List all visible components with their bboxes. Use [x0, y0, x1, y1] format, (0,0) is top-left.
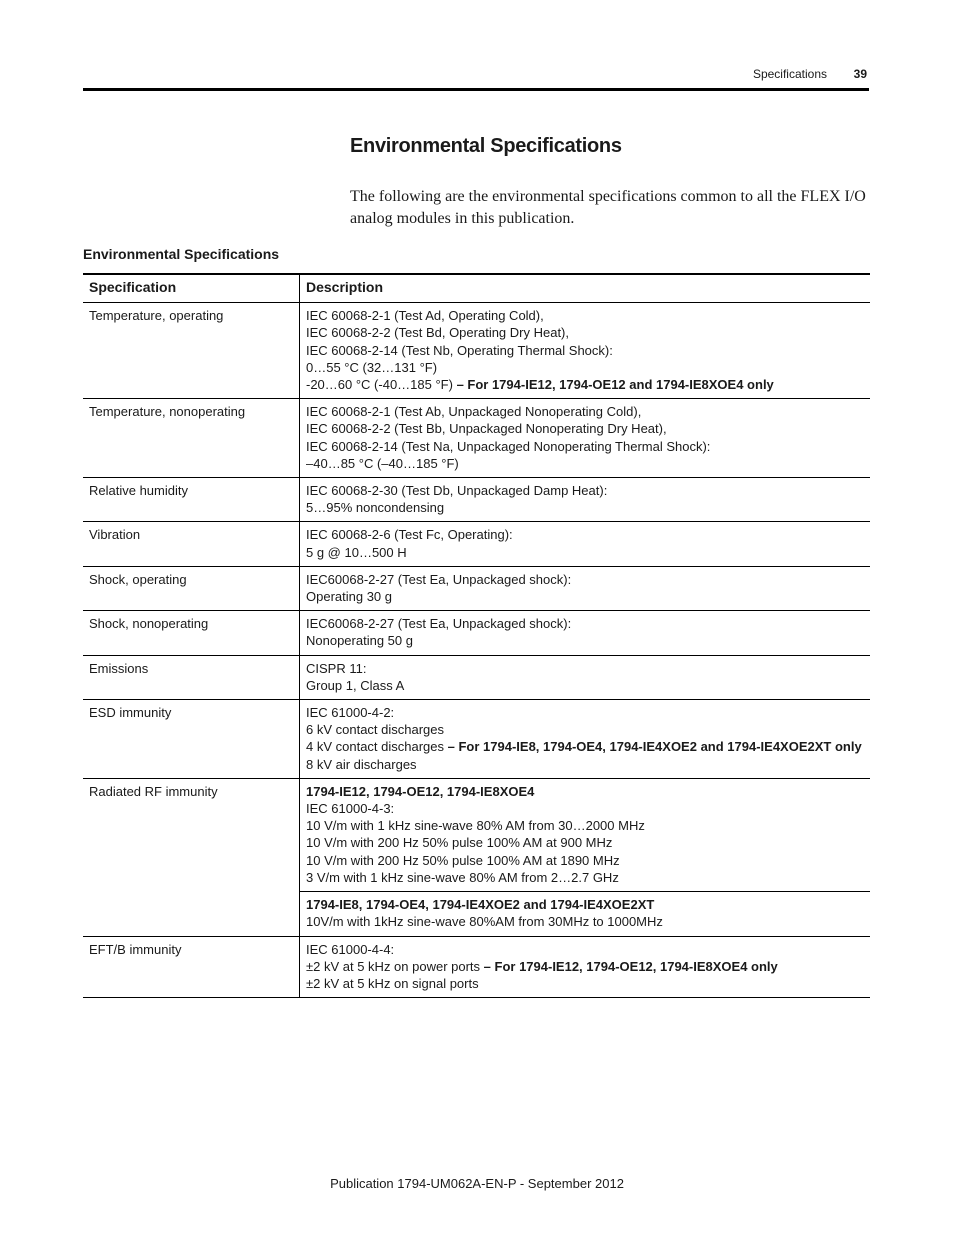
- spec-description-cell: [300, 399, 871, 478]
- description-line: [306, 455, 864, 472]
- intro-paragraph: The following are the environmental specifications common to all the FLEX I/O analog modules in this publication.: [350, 188, 866, 227]
- description-text: 10 V/m with 200 Hz 50% pulse 100% AM at 900 MHz: [306, 835, 613, 851]
- description-line: [306, 896, 864, 913]
- description-line: [306, 588, 864, 605]
- table-row: [83, 611, 870, 655]
- description-note-bold: – For 1794-IE8, 1794-OE4, 1794-IE4XOE2 and 1794-IE4XOE2XT only: [447, 739, 862, 755]
- description-line: [306, 307, 864, 324]
- description-text: IEC 60068-2-1 (Test Ad, Operating Cold),: [306, 308, 544, 324]
- description-text: IEC 61000-4-3:: [306, 801, 395, 817]
- description-text: IEC 60068-2-6 (Test Fc, Operating):: [306, 527, 513, 543]
- description-text: IEC 60068-2-14 (Test Na, Unpackaged Nonoperating Thermal Shock):: [306, 438, 711, 454]
- description-line: [306, 632, 864, 649]
- description-note-bold: 1794-IE12, 1794-OE12, 1794-IE8XOE4: [306, 783, 535, 799]
- description-text: CISPR 11:: [306, 660, 367, 676]
- spec-name-cell: Temperature, nonoperating: [83, 399, 300, 478]
- spec-name-cell: EFT/B immunity: [83, 936, 300, 998]
- description-text: IEC 60068-2-2 (Test Bd, Operating Dry Heat),: [306, 325, 570, 341]
- description-text: Nonoperating 50 g: [306, 633, 413, 649]
- page-number: 39: [853, 67, 867, 81]
- table-header-row: [83, 274, 870, 303]
- description-note-bold: 1794-IE8, 1794-OE4, 1794-IE4XOE2 and 1794-IE4XOE2XT: [306, 897, 655, 913]
- header-section-name: Specifications: [752, 67, 827, 81]
- description-text: 8 kV air discharges: [306, 756, 417, 772]
- description-text: 10V/m with 1kHz sine-wave 80%AM from 30MHz to 1000MHz: [306, 914, 663, 930]
- spec-name-cell: Relative humidity: [83, 478, 300, 522]
- running-header: [83, 64, 869, 84]
- table-row: [83, 478, 870, 522]
- description-line: [306, 913, 864, 930]
- description-line: [306, 359, 864, 376]
- table-row: [83, 566, 870, 610]
- spec-description-cell: [300, 892, 871, 936]
- description-line: [306, 958, 864, 975]
- description-line: [306, 482, 864, 499]
- description-line: [306, 704, 864, 721]
- description-line: [306, 834, 864, 851]
- spec-name-cell: Shock, nonoperating: [83, 611, 300, 655]
- table-row: [83, 936, 870, 998]
- spec-description-cell: [300, 700, 871, 779]
- table-caption: Environmental Specifications: [83, 246, 280, 262]
- table-row: [83, 522, 870, 566]
- spec-description-cell: [300, 611, 871, 655]
- description-text: 10 V/m with 200 Hz 50% pulse 100% AM at 1890 MHz: [306, 852, 620, 868]
- header-rule: [83, 88, 869, 91]
- description-line: [306, 941, 864, 958]
- description-line: [306, 499, 864, 516]
- description-text: Group 1, Class A: [306, 677, 405, 693]
- description-text: IEC 60068-2-2 (Test Bb, Unpackaged Nonoperating Dry Heat),: [306, 421, 667, 437]
- description-text: –40…85 °C (–40…185 °F): [306, 455, 459, 471]
- spec-name-cell: Shock, operating: [83, 566, 300, 610]
- description-text: IEC60068-2-27 (Test Ea, Unpackaged shock):: [306, 571, 572, 587]
- spec-description-cell: [300, 566, 871, 610]
- description-line: [306, 869, 864, 886]
- spec-name-cell: Vibration: [83, 522, 300, 566]
- spec-description-cell: [300, 936, 871, 998]
- table-row: [83, 778, 870, 891]
- description-text: IEC 60068-2-30 (Test Db, Unpackaged Damp Heat):: [306, 483, 608, 499]
- table-body: [83, 303, 870, 998]
- description-line: [306, 324, 864, 341]
- description-line: [306, 403, 864, 420]
- description-line: [306, 615, 864, 632]
- description-line: [306, 544, 864, 561]
- section-title: Environmental Specifications: [350, 135, 622, 157]
- spec-description-cell: [300, 478, 871, 522]
- description-text: 0…55 °C (32…131 °F): [306, 359, 438, 375]
- description-note-bold: – For 1794-IE12, 1794-OE12, 1794-IE8XOE4 only: [483, 958, 778, 974]
- description-line: [306, 817, 864, 834]
- spec-name-cell: ESD immunity: [83, 700, 300, 779]
- table-row: [83, 700, 870, 779]
- description-text: ±2 kV at 5 kHz on power ports: [306, 958, 484, 974]
- spec-description-cell: [300, 655, 871, 699]
- description-text: IEC 60068-2-14 (Test Nb, Operating Thermal Shock):: [306, 342, 613, 358]
- description-text: Operating 30 g: [306, 589, 393, 605]
- description-line: [306, 677, 864, 694]
- table-row: [83, 303, 870, 399]
- description-line: [306, 852, 864, 869]
- description-line: [306, 376, 864, 393]
- spec-name-cell: Emissions: [83, 655, 300, 699]
- description-line: [306, 800, 864, 817]
- description-text: IEC60068-2-27 (Test Ea, Unpackaged shock):: [306, 616, 572, 632]
- description-line: [306, 756, 864, 773]
- description-line: [306, 420, 864, 437]
- description-text: 5…95% noncondensing: [306, 500, 445, 516]
- column-header-specification: Specification: [83, 274, 300, 303]
- description-line: [306, 975, 864, 992]
- description-text: IEC 60068-2-1 (Test Ab, Unpackaged Nonoperating Cold),: [306, 404, 642, 420]
- description-line: [306, 571, 864, 588]
- description-line: [306, 783, 864, 800]
- description-line: [306, 526, 864, 543]
- description-text: 6 kV contact discharges: [306, 722, 445, 738]
- spec-description-cell: [300, 522, 871, 566]
- spec-name-cell: Radiated RF immunity: [83, 778, 300, 936]
- description-text: 3 V/m with 1 kHz sine-wave 80% AM from 2…2.7 GHz: [306, 869, 619, 885]
- spec-name-cell: Temperature, operating: [83, 303, 300, 399]
- spec-description-cell: [300, 778, 871, 891]
- description-text: 10 V/m with 1 kHz sine-wave 80% AM from 30…2000 MHz: [306, 818, 645, 834]
- description-text: IEC 61000-4-2:: [306, 705, 395, 721]
- description-text: IEC 61000-4-4:: [306, 941, 395, 957]
- description-line: [306, 438, 864, 455]
- description-text: -20…60 °C (-40…185 °F): [306, 377, 457, 393]
- column-header-description: Description: [300, 274, 871, 303]
- table-row: [83, 655, 870, 699]
- description-note-bold: – For 1794-IE12, 1794-OE12 and 1794-IE8XOE4 only: [456, 377, 774, 393]
- description-line: [306, 660, 864, 677]
- publication-footer: Publication 1794-UM062A-EN-P - September 2012: [330, 1176, 624, 1191]
- description-text: 5 g @ 10…500 H: [306, 544, 407, 560]
- description-text: ±2 kV at 5 kHz on signal ports: [306, 975, 479, 991]
- description-line: [306, 738, 864, 755]
- spec-description-cell: [300, 303, 871, 399]
- description-text: 4 kV contact discharges: [306, 739, 448, 755]
- description-line: [306, 721, 864, 738]
- table-row: [83, 399, 870, 478]
- environmental-specifications-table: [83, 273, 870, 998]
- description-line: [306, 342, 864, 359]
